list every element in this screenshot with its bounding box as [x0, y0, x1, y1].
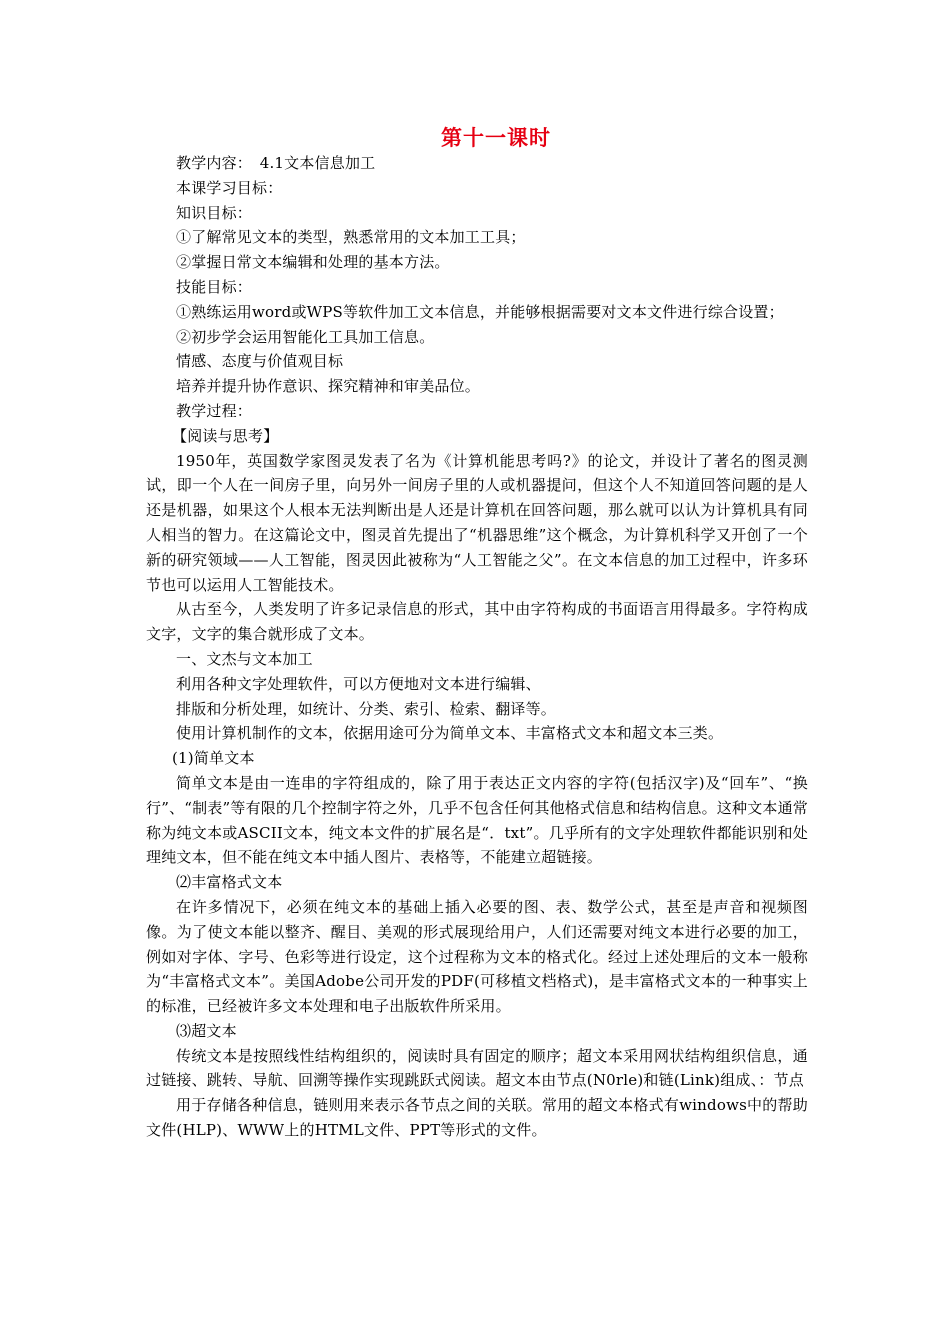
- paragraph-skill-goals: 技能目标：: [176, 277, 253, 296]
- section-heading-text-processing: 一、文杰与文本加工: [176, 649, 313, 668]
- paragraph-text-origin: 从古至今，人类发明了许多记录信息的形式，其中由字符构成的书面语言用得最多。字符构成文字，文字的集合就形成了文本。: [146, 600, 808, 644]
- paragraph-simple-text: 简单文本是由一连串的字符组成的，除了用于表达正文内容的字符(包括汉字)及“回车”、“换行”、“制表”等有限的几个控制字符之外，几乎不包含任何其他格式信息和结构信息。这种文本通常称为纯文本或ASCII文本，纯文本文件的扩展名是“．txt”。几乎所有的文字处理软件都能识别和处理纯文本，但不能在纯文本中插人图片、表格等，不能建立超链接。: [146, 773, 809, 867]
- paragraph-software-2: 排版和分析处理，如统计、分类、索引、检索、翻译等。: [176, 699, 557, 718]
- paragraph-skill-goal-1: ①熟练运用word或WPS等软件加工文本信息，并能够根据需要对文本文件进行综合设置；: [176, 302, 784, 321]
- page-title: 第十一课时: [441, 126, 551, 150]
- paragraph-knowledge-goal-2: ②掌握日常文本编辑和处理的基本方法。: [176, 253, 450, 272]
- paragraph-emotion-goals: 情感、态度与价值观目标: [176, 352, 344, 371]
- paragraph-teaching-content: 教学内容： 4.1文本信息加工: [176, 154, 376, 172]
- section-heading-reading: 【阅读与思考】: [172, 426, 279, 445]
- paragraph-turing: 1950年，英国数学家图灵发表了名为《计算机能思考吗?》的论文，并设计了著名的图灵测试，即一个人在一间房子里，向另外一间房子里的人或机器提问，但这个人不知道回答问题的是人还是机器，如果这个人根本无法判断出是人还是计算机在回答问题，那么就可以认为计算机具有同人相当的智力。在这篇论文中，图灵首先提出了“机器思维”这个概念，为计算机科学又开创了一个新的研究领域——人工智能，图灵因此被称为“人工智能之父”。在文本信息的加工过程中，许多环节也可以运用人工智能技术。: [146, 451, 808, 594]
- paragraph-skill-goal-2: ②初步学会运用智能化工具加工信息。: [176, 327, 435, 346]
- paragraph-emotion-goal-text: 培养并提升协作意识、探究精神和审美品位。: [176, 377, 481, 396]
- paragraph-teaching-process: 教学过程：: [176, 401, 253, 420]
- paragraph-rich-text: 在许多情况下，必须在纯文本的基础上插入必要的图、表、数学公式，甚至是声音和视频图像。为了使文本能以整齐、醒目、美观的形式展现给用户，人们还需要对纯文本进行必要的加工，例如对字体、字号、色彩等进行设定，这个过程称为文本的格式化。经过上述处理后的文本一般称为“丰富格式文本”。美国Adobe公司开发的PDF(可移植文档格式)，是丰富格式文本的一种事实上的标准，已经被许多文本处理和电子出版软件所采用。: [146, 897, 808, 1016]
- subheading-hypertext: ⑶超文本: [176, 1021, 237, 1040]
- subheading-simple-text: (1)简单文本: [172, 749, 255, 768]
- paragraph-knowledge-goal-1: ①了解常见文本的类型，熟悉常用的文本加工工具；: [176, 228, 526, 247]
- paragraph-hypertext-1: 传统文本是按照线性结构组织的，阅读时具有固定的顺序；超文本采用网状结构组织信息，通过链接、跳转、导航、回溯等操作实现跳跃式阅读。超文本由节点(N0rle)和链(Link)组成、：节点: [146, 1046, 808, 1090]
- paragraph-text-types: 使用计算机制作的文本，依据用途可分为简单文本、丰富格式文本和超文本三类。: [176, 724, 724, 743]
- paragraph-software-1: 利用各种文字处理软件，可以方便地对文本进行编辑、: [176, 674, 541, 693]
- paragraph-hypertext-2: 用于存储各种信息，链则用来表示各节点之间的关联。常用的超文本格式有windows中的帮助文件(HLP)、WWW上的HTML文件、PPT等形式的文件。: [146, 1096, 808, 1140]
- paragraph-knowledge-goals: 知识目标：: [176, 203, 253, 222]
- subheading-rich-text: ⑵丰富格式文本: [176, 873, 283, 892]
- paragraph-learning-goals: 本课学习目标：: [176, 178, 283, 197]
- document-body: [146, 151, 808, 1143]
